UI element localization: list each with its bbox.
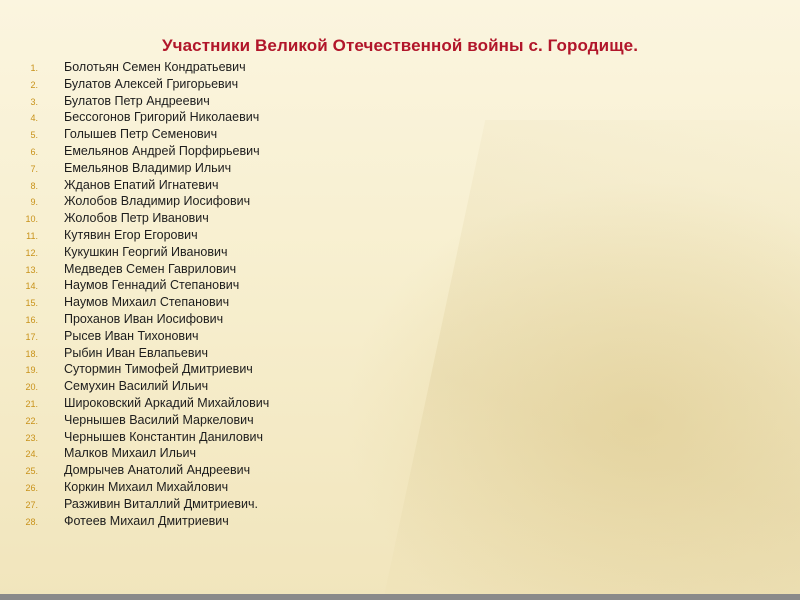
list-item bbox=[16, 126, 269, 143]
list-item bbox=[16, 59, 269, 76]
item-name: Емельянов Андрей Порфирьевич bbox=[64, 143, 260, 158]
item-name: Кукушкин Георгий Иванович bbox=[64, 244, 228, 259]
item-number: 6. bbox=[30, 146, 38, 157]
item-name: Жолобов Петр Иванович bbox=[64, 211, 209, 226]
list-item bbox=[16, 244, 269, 261]
list-item bbox=[16, 412, 269, 429]
list-item bbox=[16, 277, 269, 294]
item-number: 7. bbox=[30, 163, 38, 174]
item-name: Наумов Геннадий Степанович bbox=[64, 278, 240, 293]
list-item bbox=[16, 109, 269, 126]
item-name: Коркин Михаил Михайлович bbox=[64, 479, 229, 494]
item-number: 21. bbox=[25, 398, 38, 409]
list-item bbox=[16, 76, 269, 93]
list-item bbox=[16, 160, 269, 177]
item-number: 8. bbox=[30, 180, 38, 191]
item-name: Булатов Алексей Григорьевич bbox=[64, 76, 239, 91]
item-name: Жолобов Владимир Иосифович bbox=[64, 194, 251, 209]
item-number: 16. bbox=[25, 314, 38, 325]
participants-list bbox=[16, 59, 269, 529]
item-number: 22. bbox=[25, 415, 38, 426]
item-name: Болотьян Семен Кондратьевич bbox=[64, 60, 246, 74]
list-item bbox=[16, 378, 269, 395]
item-number: 14. bbox=[25, 281, 38, 292]
item-name: Проханов Иван Иосифович bbox=[64, 311, 224, 326]
list-item bbox=[16, 143, 269, 160]
item-name: Бессогонов Григорий Николаевич bbox=[64, 110, 260, 125]
item-name: Рысев Иван Тихонович bbox=[64, 328, 199, 343]
item-number: 28. bbox=[25, 516, 38, 527]
item-number: 24. bbox=[25, 449, 38, 460]
list-item bbox=[16, 177, 269, 194]
item-name: Сутормин Тимофей Дмитриевич bbox=[64, 362, 253, 377]
item-name: Булатов Петр Андреевич bbox=[64, 93, 210, 108]
list-item bbox=[16, 513, 269, 530]
item-number: 27. bbox=[25, 499, 38, 510]
item-name: Домрычев Анатолий Андреевич bbox=[64, 463, 251, 478]
list-item bbox=[16, 479, 269, 496]
list-item bbox=[16, 429, 269, 446]
list-item bbox=[16, 210, 269, 227]
item-name: Широковский Аркадий Михайлович bbox=[64, 395, 270, 410]
item-number: 25. bbox=[25, 466, 38, 477]
item-name: Медведев Семен Гаврилович bbox=[64, 261, 237, 276]
item-number: 19. bbox=[25, 365, 38, 376]
list-item bbox=[16, 496, 269, 513]
list-item bbox=[16, 193, 269, 210]
item-number: 2. bbox=[30, 79, 38, 90]
item-number: 5. bbox=[30, 130, 38, 141]
item-name: Голышев Петр Семенович bbox=[64, 127, 218, 142]
item-name: Малков Михаил Ильич bbox=[64, 446, 196, 461]
slide-title: Участники Великой Отечественной войны с. Городище. bbox=[161, 36, 639, 55]
background-sheen bbox=[375, 120, 800, 600]
item-name: Емельянов Владимир Ильич bbox=[64, 160, 232, 175]
item-name: Кутявин Егор Егорович bbox=[64, 227, 198, 242]
list-item bbox=[16, 395, 269, 412]
item-name: Фотеев Михаил Дмитриевич bbox=[64, 513, 229, 528]
item-name: Чернышев Константин Данилович bbox=[64, 429, 263, 444]
list-item bbox=[16, 227, 269, 244]
list-item bbox=[16, 345, 269, 362]
item-number: 4. bbox=[30, 113, 38, 124]
list-item bbox=[16, 462, 269, 479]
item-number: 26. bbox=[25, 482, 38, 493]
list-item bbox=[16, 294, 269, 311]
item-number: 9. bbox=[30, 197, 38, 208]
item-number: 17. bbox=[25, 331, 38, 342]
item-name: Разживин Виталлий Дмитриевич. bbox=[64, 496, 258, 511]
item-number: 12. bbox=[25, 247, 38, 258]
item-number: 10. bbox=[25, 214, 38, 225]
item-name: Жданов Епатий Игнатевич bbox=[64, 177, 219, 192]
list-item bbox=[16, 328, 269, 345]
list-item bbox=[16, 361, 269, 378]
item-number: 1. bbox=[30, 63, 38, 73]
list-item bbox=[16, 311, 269, 328]
item-name: Семухин Василий Ильич bbox=[64, 379, 209, 394]
bottom-edge bbox=[0, 594, 800, 600]
list-item bbox=[16, 261, 269, 278]
item-number: 11. bbox=[26, 230, 38, 241]
item-name: Рыбин Иван Евлапьевич bbox=[64, 345, 208, 360]
item-number: 23. bbox=[25, 432, 38, 443]
list-item bbox=[16, 93, 269, 110]
item-number: 18. bbox=[25, 348, 38, 359]
list-item bbox=[16, 445, 269, 462]
item-name: Наумов Михаил Степанович bbox=[64, 295, 230, 310]
item-number: 20. bbox=[25, 382, 38, 393]
item-number: 13. bbox=[25, 264, 38, 275]
item-number: 3. bbox=[30, 96, 38, 107]
item-name: Чернышев Василий Маркелович bbox=[64, 412, 254, 427]
item-number: 15. bbox=[25, 298, 38, 309]
